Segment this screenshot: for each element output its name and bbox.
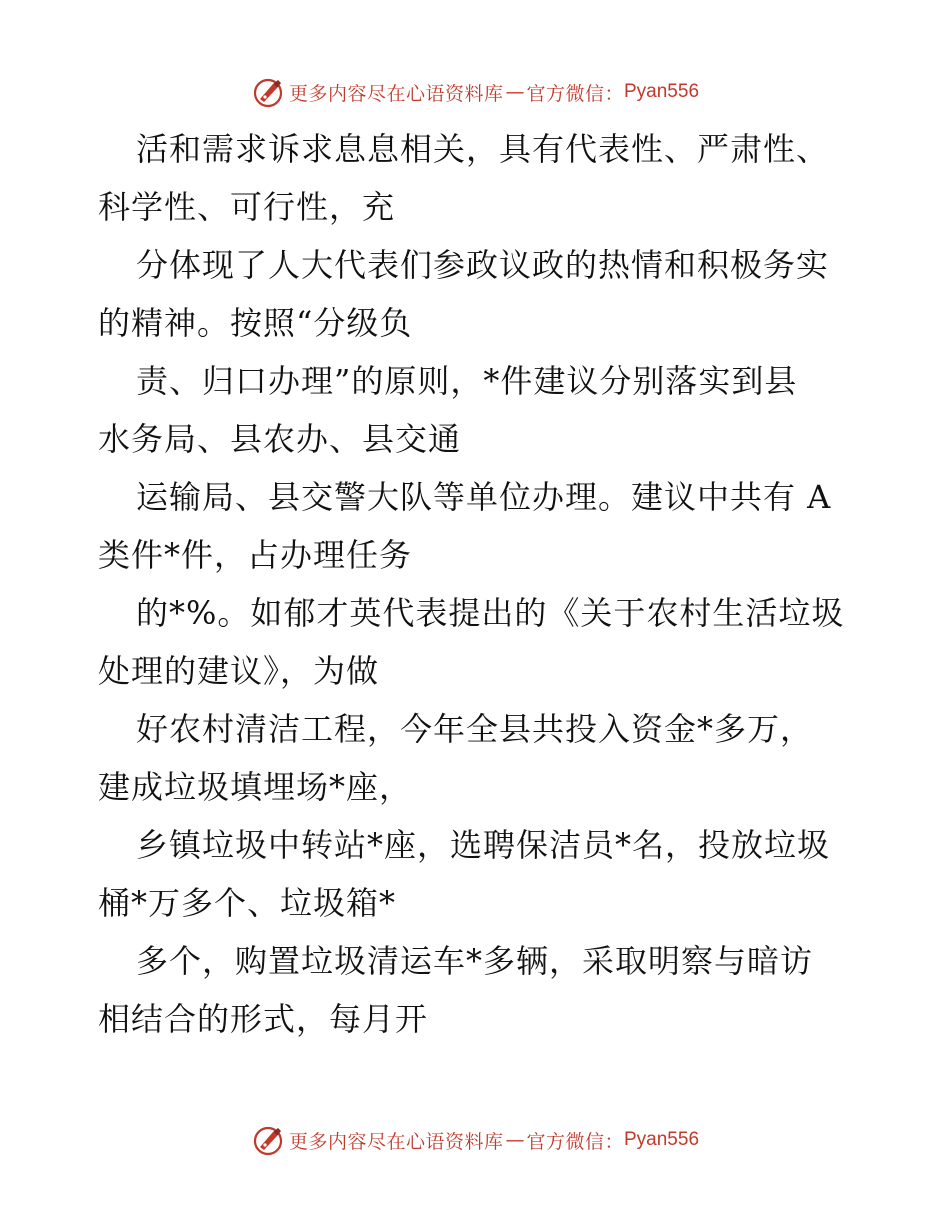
body-line: 活和需求诉求息息相关，具有代表性、严肃性、 bbox=[136, 130, 830, 168]
watermark-site-name: 更多内容尽在心语资料库 bbox=[288, 1130, 504, 1153]
watermark-site-name: 更多内容尽在心语资料库 bbox=[288, 82, 504, 105]
pen-nib-circle-icon bbox=[251, 1123, 285, 1157]
body-line: 类件*件，占办理任务 bbox=[98, 536, 413, 574]
watermark-wechat-label: 官方微信： bbox=[526, 82, 624, 105]
document-body bbox=[98, 122, 858, 1050]
body-line: 的精神。按照“分级负 bbox=[98, 304, 413, 342]
watermark-separator: — bbox=[505, 1129, 525, 1151]
body-line: 运输局、县交警大队等单位办理。建议中共有 A bbox=[136, 478, 832, 516]
body-line: 处理的建议》，为做 bbox=[98, 652, 380, 690]
body-line: 科学性、可行性，充 bbox=[98, 188, 396, 226]
watermark-wechat-account: Pyan556 bbox=[624, 1129, 700, 1150]
body-line: 桶*万多个、垃圾箱* bbox=[98, 884, 397, 922]
body-line: 责、归口办理”的原则，*件建议分别落实到县 bbox=[136, 362, 798, 400]
body-line: 多个，购置垃圾清运车*多辆，采取明察与暗访 bbox=[136, 942, 814, 980]
watermark-wechat-account: Pyan556 bbox=[624, 81, 700, 102]
watermark-wechat-label: 官方微信： bbox=[526, 1130, 624, 1153]
pen-nib-circle-icon bbox=[251, 75, 285, 109]
body-line: 好农村清洁工程，今年全县共投入资金*多万， bbox=[136, 710, 814, 748]
body-line: 分体现了人大代表们参政议政的热情和积极务实 bbox=[136, 246, 830, 284]
body-line: 水务局、县农办、县交通 bbox=[98, 420, 462, 458]
body-line: 乡镇垃圾中转站*座，选聘保洁员*名，投放垃圾 bbox=[136, 826, 831, 864]
watermark-separator: — bbox=[505, 81, 525, 103]
body-line: 建成垃圾填埋场*座， bbox=[98, 768, 413, 806]
body-line: 的*%。如郁才英代表提出的《关于农村生活垃圾 bbox=[136, 594, 845, 632]
header-watermark bbox=[0, 72, 950, 112]
body-line: 相结合的形式，每月开 bbox=[98, 1000, 429, 1038]
footer-watermark bbox=[0, 1120, 950, 1160]
